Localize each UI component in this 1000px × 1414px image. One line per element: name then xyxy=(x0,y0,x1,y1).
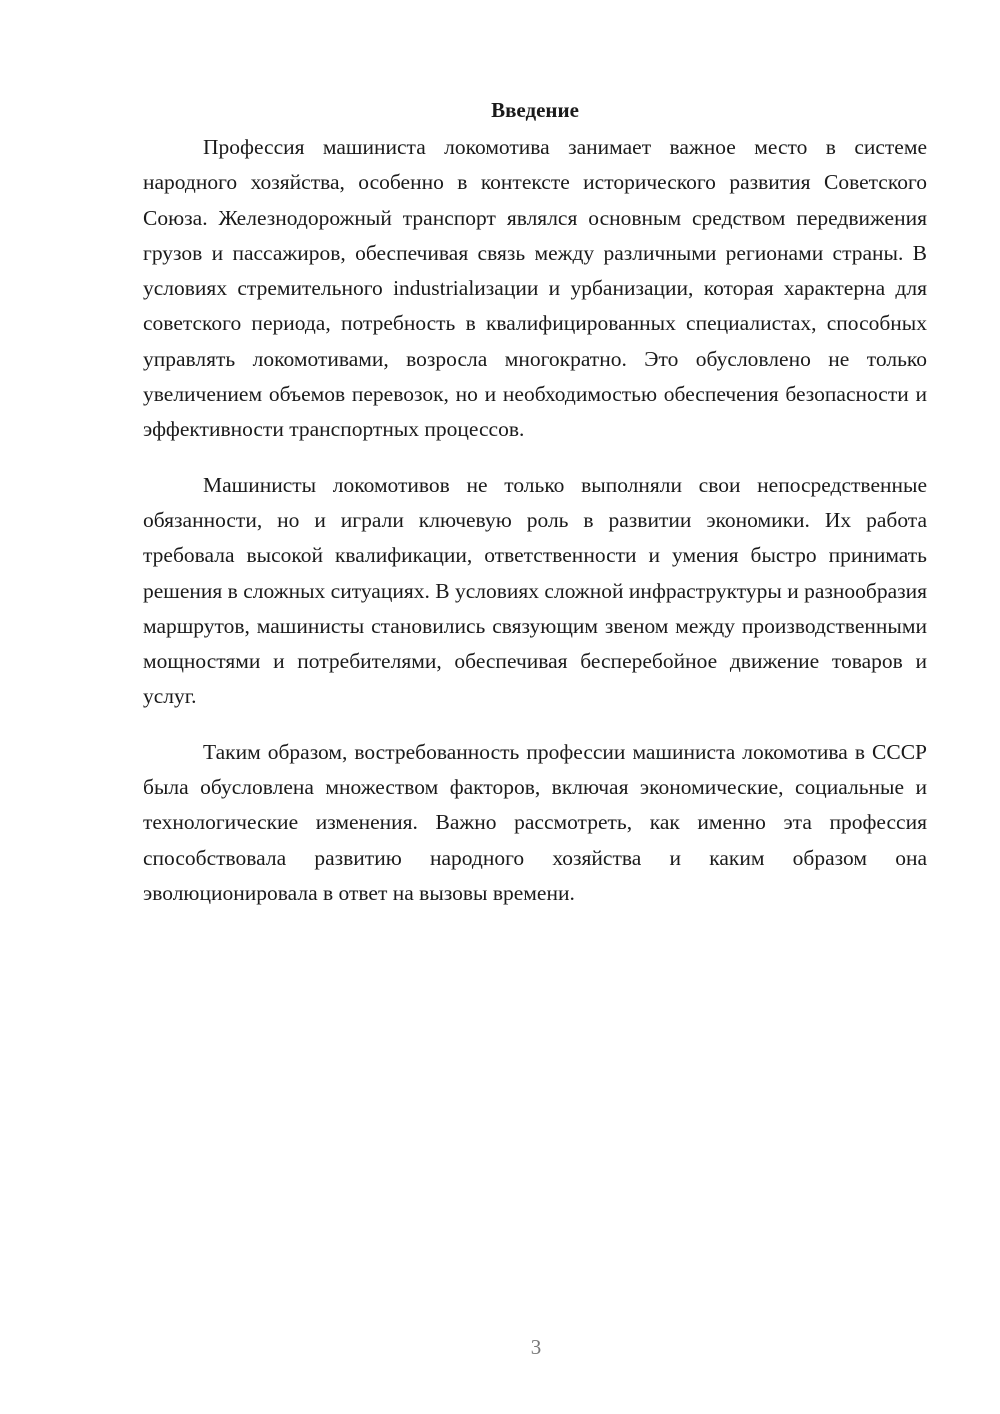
section-title: Введение xyxy=(491,98,579,122)
page-content xyxy=(143,95,927,931)
paragraph-1: Профессия машиниста локомотива занимает важное место в системе народного хозяйства, особенно в контексте исторического развития Советского Союза. Железнодорожный транспорт являлся основным средством передвижения грузов и пассажиров, обеспечивая связь между различными регионами страны. В условиях стремительного industrialизации и урбанизации, которая характерна для советского периода, потребность в квалифицированных специалистах, способных управлять локомотивами, возросла многократно. Это обусловлено не только увеличением объемов перевозок, но и необходимостью обеспечения безопасности и эффективности транспортных процессов. xyxy=(143,135,927,442)
paragraph-3: Таким образом, востребованность профессии машиниста локомотива в СССР была обусловлена множеством факторов, включая экономические, социальные и технологические изменения. Важно рассмотреть, как именно эта профессия способствовала развитию народного хозяйства и каким образом она эволюционировала в ответ на вызовы времени. xyxy=(143,739,927,905)
page-number: 3 xyxy=(530,1335,542,1359)
paragraph-2: Машинисты локомотивов не только выполняли свои непосредственные обязанности, но и играли ключевую роль в развитии экономики. Их работа требовала высокой квалификации, ответственности и умения быстро принимать решения в сложных ситуациях. В условиях сложной инфраструктуры и разнообразия маршрутов, машинисты становились связующим звеном между производственными мощностями и потребителями, обеспечивая бесперебойное движение товаров и услуг. xyxy=(143,472,927,709)
